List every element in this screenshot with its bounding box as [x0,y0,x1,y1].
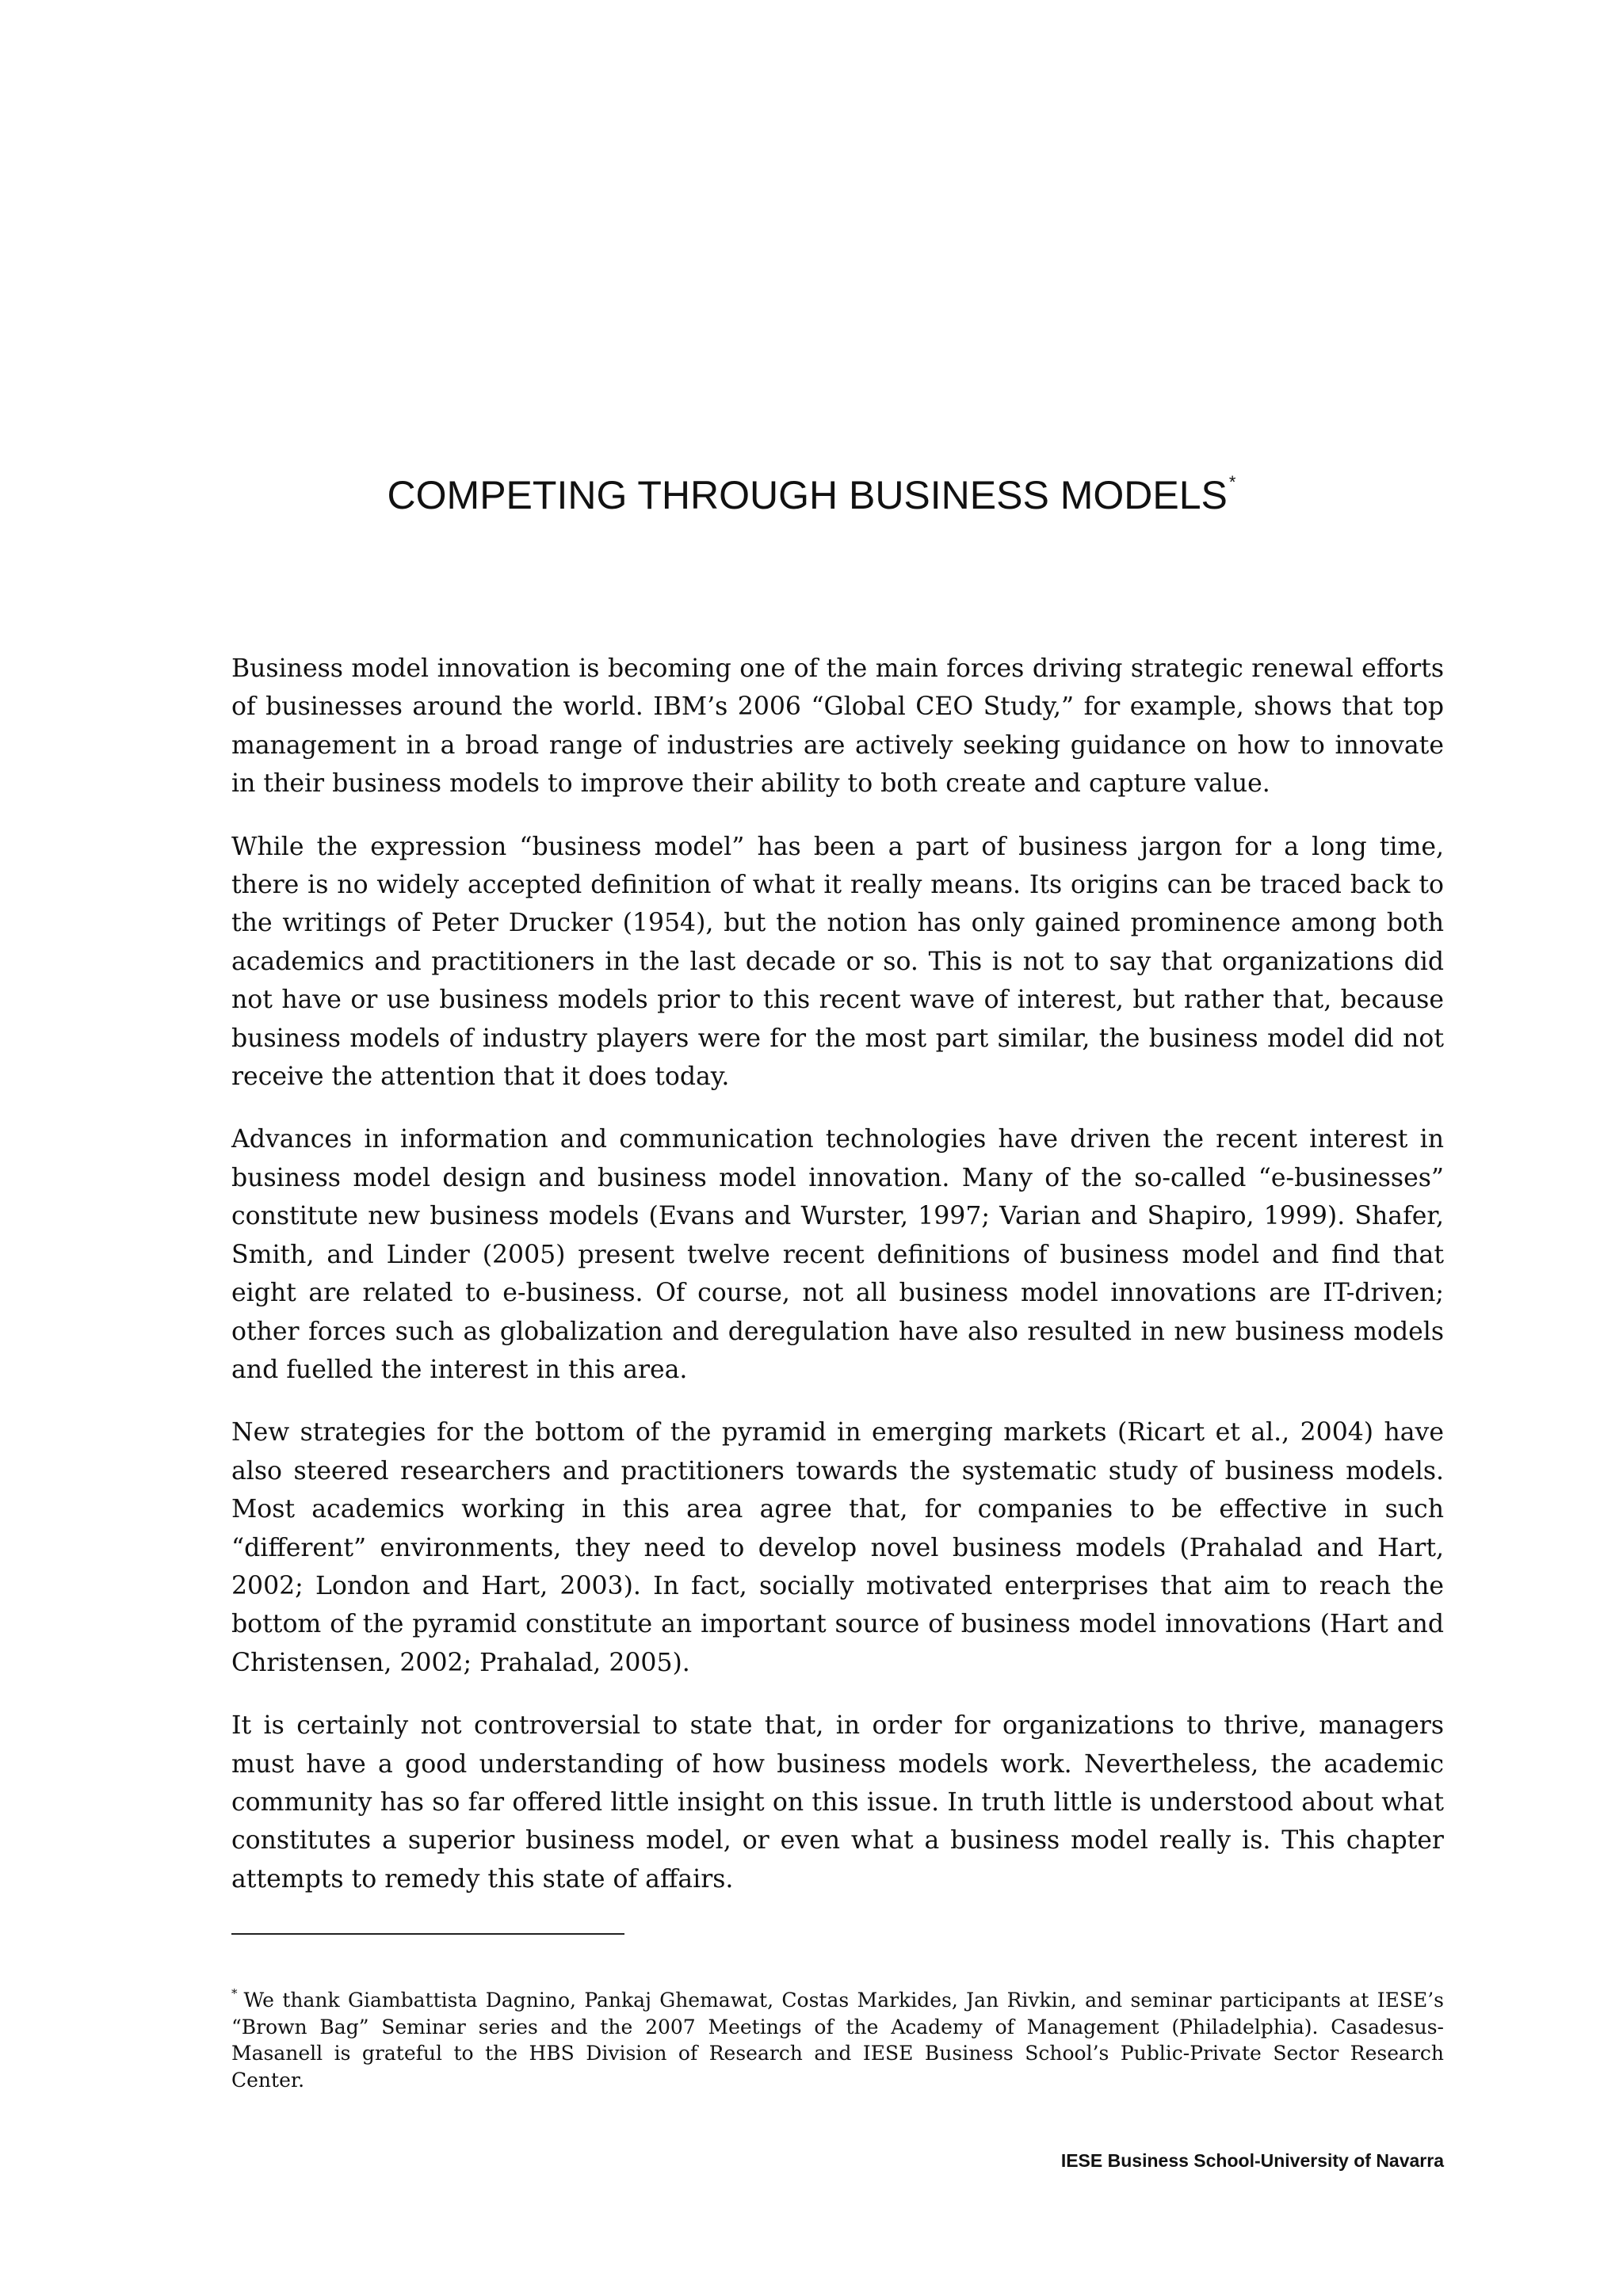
footnote [231,1981,1444,2093]
body-text [231,650,1444,1923]
paragraph-2: While the expression “business model” has been a part of business jargon for a long time, there is no widely accepted definition of what it really means. Its origins can be traced back to the writings of Peter Drucker (1954), but the notion has only gained prominence among both academics and practitioners in the last decade or so. This is not to say that organizations did not have or use business models prior to this recent wave of interest, but rather that, because business models of industry players were for the most part similar, the business model did not receive the attention that it does today. [231,832,1444,1092]
title-footnote-marker: * [1228,472,1236,492]
footnote-text: We thank Giambattista Dagnino, Pankaj Ghemawat, Costas Markides, Jan Rivkin, and seminar participants at IESE’s “Brown Bag” Seminar series and the 2007 Meetings of the Academy of Management (Philadelphia). Casadesus-Masanell is grateful to the HBS Division of Research and IESE Business School’s Public-Private Sector Research Center. [231,1989,1444,2092]
page-title-text: COMPETING THROUGH BUSINESS MODELS [387,473,1228,517]
paragraph-5: It is certainly not controversial to state that, in order for organizations to thrive, managers must have a good understanding of how business models work. Nevertheless, the academic community has so far offered little insight on this issue. In truth little is understood about what constitutes a superior business model, or even what a business model really is. This chapter attempts to remedy this state of affairs. [231,1711,1444,1894]
footnote-marker: * [231,1986,238,2000]
paragraph-3: Advances in information and communication technologies have driven the recent interest in business model design and business model innovation. Many of the so-called “e-businesses” constitute new business models (Evans and Wurster, 1997; Varian and Shapiro, 1999). Shafer, Smith, and Linder (2005) present twelve recent definitions of business model and find that eight are related to e-business. Of course, not all business model innovations are IT-driven; other forces such as globalization and deregulation have also resulted in new business models and fuelled the interest in this area. [231,1125,1444,1384]
running-footer: IESE Business School-University of Navarra [1060,2150,1444,2171]
page-title [0,472,1623,518]
footnote-divider [231,1933,624,1935]
paragraph-4: New strategies for the bottom of the pyramid in emerging markets (Ricart et al., 2004) have also steered researchers and practitioners towards the systematic study of business models. Most academics working in this area agree that, for companies to be effective in such “different” environments, they need to develop novel business models (Prahalad and Hart, 2002; London and Hart, 2003). In fact, socially motivated enterprises that aim to reach the bottom of the pyramid constitute an important source of business model innovations (Hart and Christensen, 2002; Prahalad, 2005). [231,1418,1444,1677]
paragraph-1: Business model innovation is becoming one of the main forces driving strategic renewal efforts of businesses around the world. IBM’s 2006 “Global CEO Study,” for example, shows that top management in a broad range of industries are actively seeking guidance on how to innovate in their business models to improve their ability to both create and capture value. [231,654,1444,799]
